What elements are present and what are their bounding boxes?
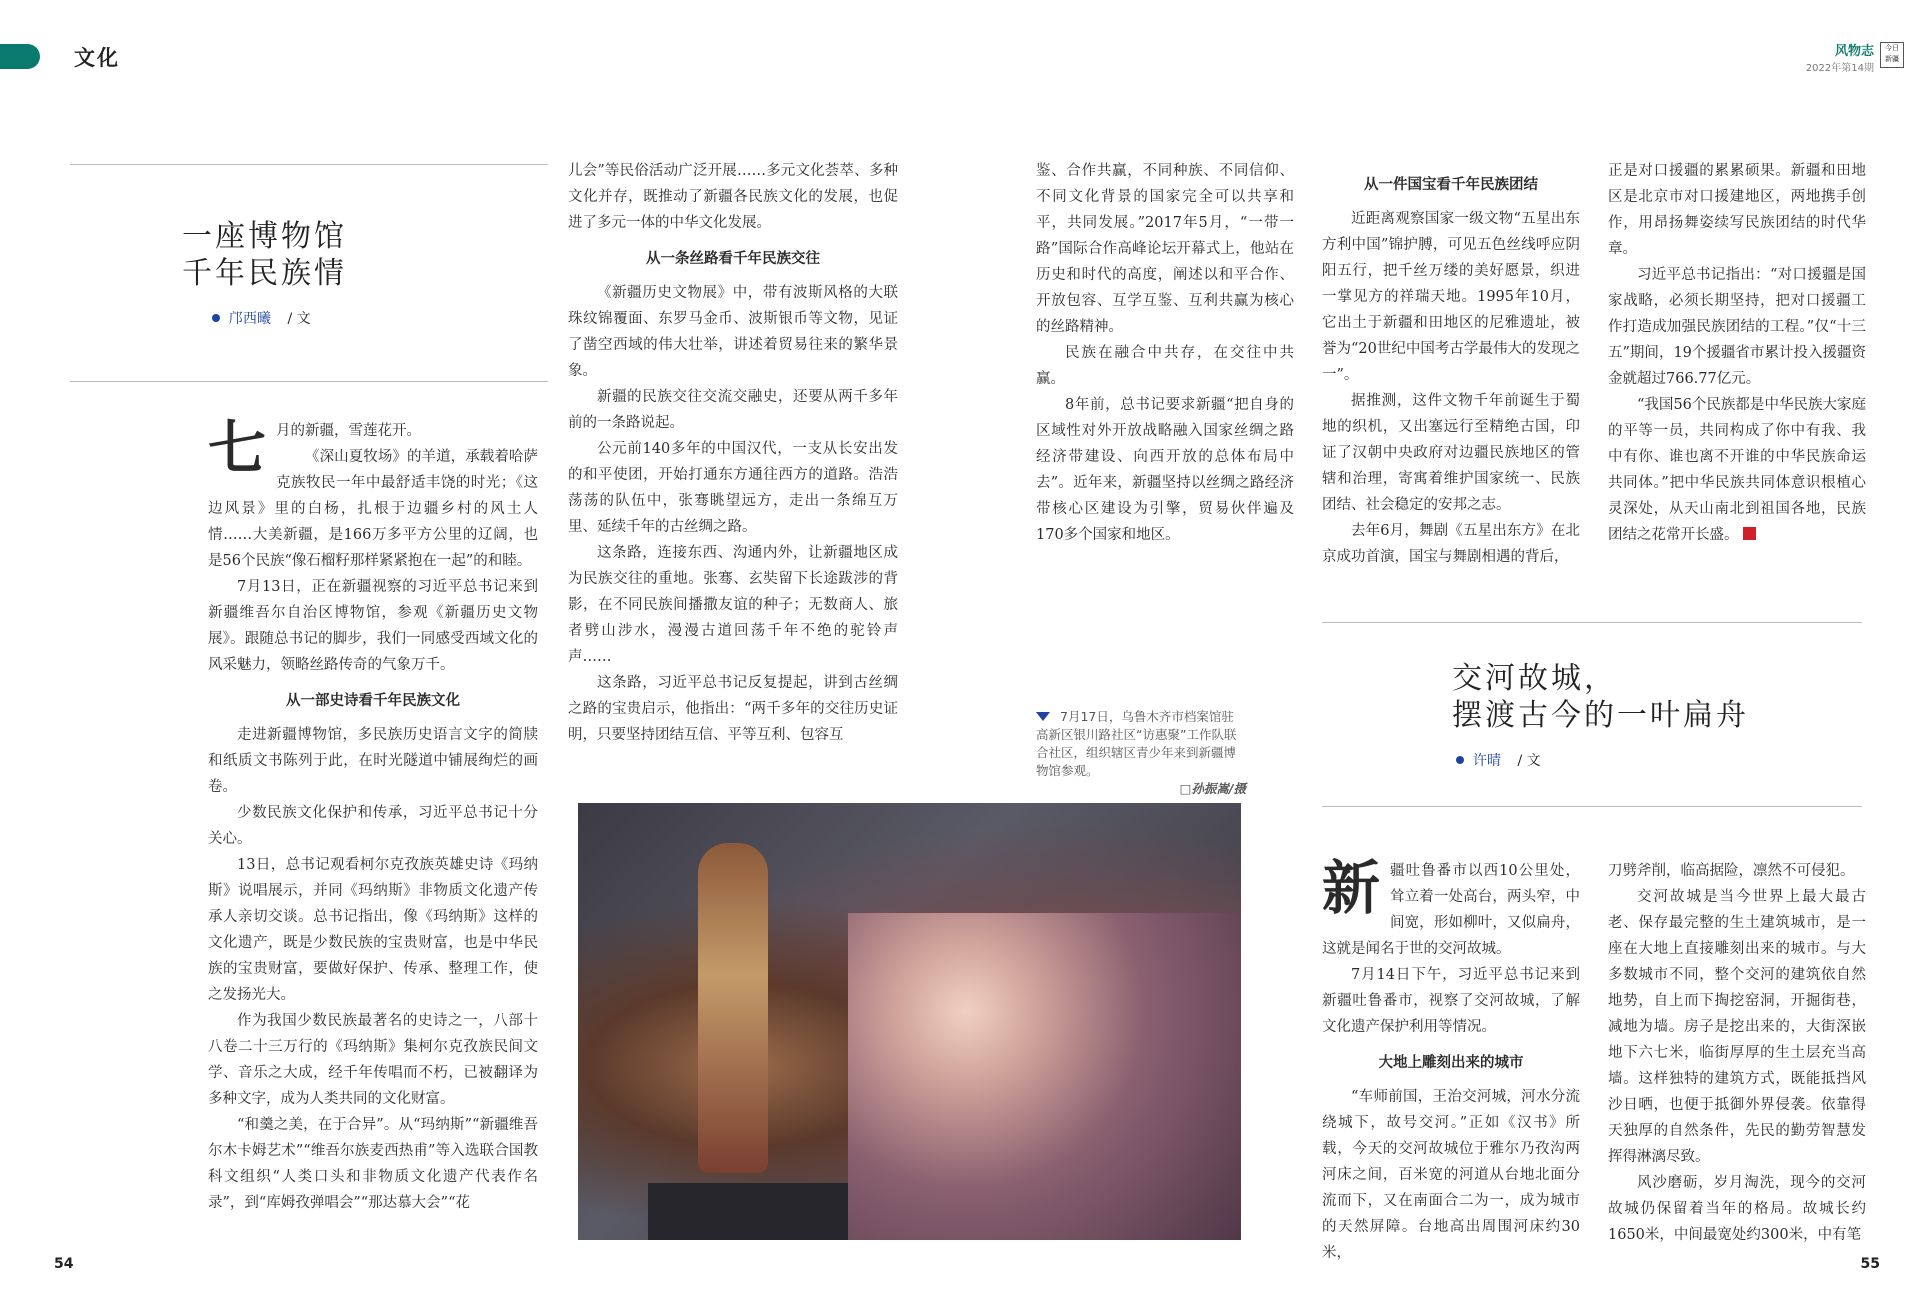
paragraph: 《深山夏牧场》的羊道，承载着哈萨克族牧民一年中最舒适丰饶的时光；《这边风景》里的白杨，扎根于边疆乡村的风土人情……大美新疆，是166万多平方公里的辽阔，也是56个民族“像石榴籽那样紧紧抱在一起”的和睦。 [208, 449, 538, 569]
paragraph: 民族在融合中共存，在交往中共赢。 [1036, 345, 1294, 387]
text-column [1608, 158, 1866, 548]
text-column [208, 414, 538, 1216]
article-title-line: 千年民族情 [182, 256, 347, 291]
paragraph: 正是对口援疆的累累硕果。新疆和田地区是北京市对口援建地区，两地携手创作，用昂扬舞姿续写民族团结的时代华章。 [1608, 163, 1866, 257]
byline [1456, 750, 1541, 770]
bullet-icon [1456, 756, 1464, 764]
page-number-right: 55 [1860, 1256, 1880, 1272]
text-column [568, 158, 898, 748]
photo-caption [1036, 708, 1246, 798]
page-number-left: 54 [54, 1256, 74, 1272]
text-column [1036, 158, 1294, 548]
issue-label: 2022年第14期 [1805, 63, 1874, 74]
paragraph: 8年前，总书记要求新疆“把自身的区域性对外开放战略融入国家丝绸之路经济带建设、向西开放的总体布局中去”。近年来，新疆坚持以丝绸之路经济带核心区建设为引擎，贸易伙伴遍及170多个国家和地区。 [1036, 397, 1294, 543]
article-title [182, 218, 347, 292]
paragraph: “和羹之美，在于合异”。从“玛纳斯”“新疆维吾尔木卡姆艺术”“维吾尔族麦西热甫”等入选联合国教科文组织“人类口头和非物质文化遗产代表作名录”，到“库姆孜弹唱会”“那达慕大会”“花 [208, 1117, 538, 1211]
paragraph: 习近平总书记指出：“对口援疆是国家战略，必须长期坚持，把对口援疆工作打造成加强民族团结的工程。”仅“十三五”期间，19个援疆省市累计投入援疆资金就超过766.77亿元。 [1608, 267, 1866, 387]
subheading: 从一条丝路看千年民族交往 [646, 251, 820, 267]
masthead-logo [1880, 42, 1904, 68]
author-suffix: / 文 [287, 311, 311, 327]
magazine-brand [1806, 40, 1874, 74]
paragraph: 交河故城是当今世界上最大最古老、保存最完整的生土建筑城市，是一座在大地上直接雕刻出来的城市。与大多数城市不同，整个交河的建筑依自然地势，自上而下掏挖窑洞，开掘街巷，减地为墙。房子是挖出来的，大街深嵌地下六七米，临街厚厚的生土层充当高墙。这样独特的建筑方式，既能抵挡风沙日晒，也便于抵御外界侵袭。依靠得天独厚的自然条件，先民的勤劳智慧发挥得淋漓尽致。 [1608, 889, 1866, 1165]
article-title [1452, 660, 1749, 734]
divider [70, 381, 548, 382]
section-tab [0, 44, 40, 69]
subheading: 从一件国宝看千年民族团结 [1364, 177, 1538, 193]
article-title-line: 交河故城， [1452, 661, 1617, 696]
photo-credit: □孙振嵩/摄 [1179, 781, 1246, 796]
paragraph: 近距离观察国家一级文物“五星出东方利中国”锦护膊，可见五色丝线呼应阴阳五行，把千丝万缕的美好愿景，织进一掌见方的祥瑞天地。1995年10月，它出土于新疆和田地区的尼雅遗址，被誉为“20世纪中国考古学最伟大的发现之一”。 [1322, 211, 1580, 383]
paragraph: 风沙磨砺，岁月淘洗，现今的交河故城仍保留着当年的格局。故城长约1650米，中间最宽处约300米，中有笔 [1608, 1175, 1866, 1243]
paragraph: 疆吐鲁番市以西10公里处，耸立着一处高台，两头窄，中间宽，形如柳叶，又似扁舟，这就是闻名于世的交河故城。 [1322, 863, 1580, 957]
paragraph [1608, 392, 1866, 548]
author-name: 许晴 [1473, 753, 1501, 769]
divider [70, 164, 548, 165]
caption-text: 7月17日，乌鲁木齐市档案馆驻高新区银川路社区“访惠聚”工作队联合社区，组织辖区青少年来到新疆博物馆参观。 [1036, 709, 1237, 778]
article-title-line: 摆渡古今的一叶扁舟 [1452, 698, 1749, 733]
paragraph: 作为我国少数民族最著名的史诗之一，八部十八卷二十三万行的《玛纳斯》集柯尔克孜族民间文学、音乐之大成，经千年传唱而不朽，已被翻译为多种文字，成为人类共同的文化财富。 [208, 1013, 538, 1107]
paragraph: 据推测，这件文物千年前诞生于蜀地的织机，又出塞远行至精绝古国，印证了汉朝中央政府对边疆民族地区的管辖和治理，寄寓着维护国家统一、民族团结、社会稳定的安邦之志。 [1322, 393, 1580, 513]
divider [1322, 622, 1862, 623]
caption-arrow-icon [1036, 712, 1050, 721]
end-mark-icon [1743, 527, 1756, 540]
museum-photo [578, 803, 1241, 1240]
article-title-line: 一座博物馆 [182, 219, 347, 254]
paragraph: 月的新疆，雪莲花开。 [276, 423, 422, 439]
paragraph: 鉴、合作共赢，不同种族、不同信仰、不同文化背景的国家完全可以共享和平，共同发展。”2017年5月，“一带一路”国际合作高峰论坛开幕式上，他站在历史和时代的高度，阐述以和平合作、开放包容、互学互鉴、互利共赢为核心的丝路精神。 [1036, 163, 1294, 335]
magazine-name: 风物志 [1834, 44, 1874, 59]
paragraph: 这条路，习近平总书记反复提起，讲到古丝绸之路的宝贵启示，他指出：“两千多年的交往历史证明，只要坚持团结互信、平等互利、包容互 [568, 675, 898, 743]
divider [1322, 806, 1862, 807]
text-column [1608, 858, 1866, 1248]
paragraph: 少数民族文化保护和传承，习近平总书记十分关心。 [208, 805, 538, 847]
visitors-crowd [848, 913, 1241, 1240]
paragraph: 新疆的民族交往交流交融史，还要从两千多年前的一条路说起。 [568, 389, 898, 431]
paragraph: 13日，总书记观看柯尔克孜族英雄史诗《玛纳斯》说唱展示，并同《玛纳斯》非物质文化遗产传承人亲切交谈。总书记指出，像《玛纳斯》这样的文化遗产，既是少数民族的宝贵财富，也是中华民族的宝贵财富，要做好保护、传承、整理工作，使之发扬光大。 [208, 857, 538, 1003]
masthead-line1: 今日 [1885, 44, 1899, 52]
paragraph: 这条路，连接东西、沟通内外，让新疆地区成为民族交往的重地。张骞、玄奘留下长途跋涉的背影，在不同民族间播撒友谊的种子；无数商人、旅者劈山涉水，漫漫古道回荡千年不绝的驼铃声声…… [568, 545, 898, 665]
paragraph: 走进新疆博物馆，多民族历史语言文字的简牍和纸质文书陈列于此，在时光隧道中铺展绚烂的画卷。 [208, 727, 538, 795]
paragraph: 儿会”等民俗活动广泛开展……多元文化荟萃、多种文化并存，既推动了新疆各民族文化的发展，也促进了多元一体的中华文化发展。 [568, 163, 898, 231]
display-pedestal [648, 1183, 878, 1240]
author-name: 邝西曦 [229, 311, 271, 327]
text-column [1322, 854, 1580, 1266]
section-title: 文化 [74, 46, 120, 70]
drop-cap: 七 [208, 414, 267, 482]
paragraph: 《新疆历史文物展》中，带有波斯风格的大联珠纹锦覆面、东罗马金币、波斯银币等文物，见证了凿空西域的伟大壮举，讲述着贸易往来的繁华景象。 [568, 285, 898, 379]
statue-figure [698, 843, 768, 1173]
paragraph: 7月14日下午，习近平总书记来到新疆吐鲁番市，视察了交河故城，了解文化遗产保护利用等情况。 [1322, 967, 1580, 1035]
paragraph: 7月13日，正在新疆视察的习近平总书记来到新疆维吾尔自治区博物馆，参观《新疆历史文物展》。跟随总书记的脚步，我们一同感受西域文化的风采魅力，领略丝路传奇的气象万千。 [208, 579, 538, 673]
paragraph: 公元前140多年的中国汉代，一支从长安出发的和平使团，开始打通东方通往西方的道路。浩浩荡荡的队伍中，张骞眺望远方，走出一条绵互万里、延续千年的古丝绸之路。 [568, 441, 898, 535]
byline [212, 308, 311, 328]
paragraph: “车师前国，王治交河城，河水分流绕城下，故号交河。”正如《汉书》所载，今天的交河故城位于雅尔乃孜沟两河床之间，百米宽的河道从台地北面分流而下，又在南面合二为一，成为城市的天然屏障。台地高出周围河床约30米， [1322, 1089, 1580, 1261]
subheading: 大地上雕刻出来的城市 [1378, 1055, 1524, 1071]
author-suffix: / 文 [1517, 753, 1541, 769]
masthead-line2: 新疆 [1885, 55, 1899, 63]
paragraph: 去年6月，舞剧《五星出东方》在北京成功首演，国宝与舞剧相遇的背后， [1322, 523, 1580, 565]
paragraph: 刀劈斧削，临高据险，凛然不可侵犯。 [1608, 863, 1855, 879]
bullet-icon [212, 314, 220, 322]
drop-cap: 新 [1322, 854, 1381, 922]
paragraph-text: “我国56个民族都是中华民族大家庭的平等一员，共同构成了你中有我、我中有你、谁也离不开谁的中华民族命运共同体。”把中华民族共同体意识根植心灵深处，从天山南北到祖国各地，民族团结之花常开长盛。 [1608, 397, 1866, 543]
subheading: 从一部史诗看千年民族文化 [286, 693, 460, 709]
text-column [1322, 172, 1580, 570]
